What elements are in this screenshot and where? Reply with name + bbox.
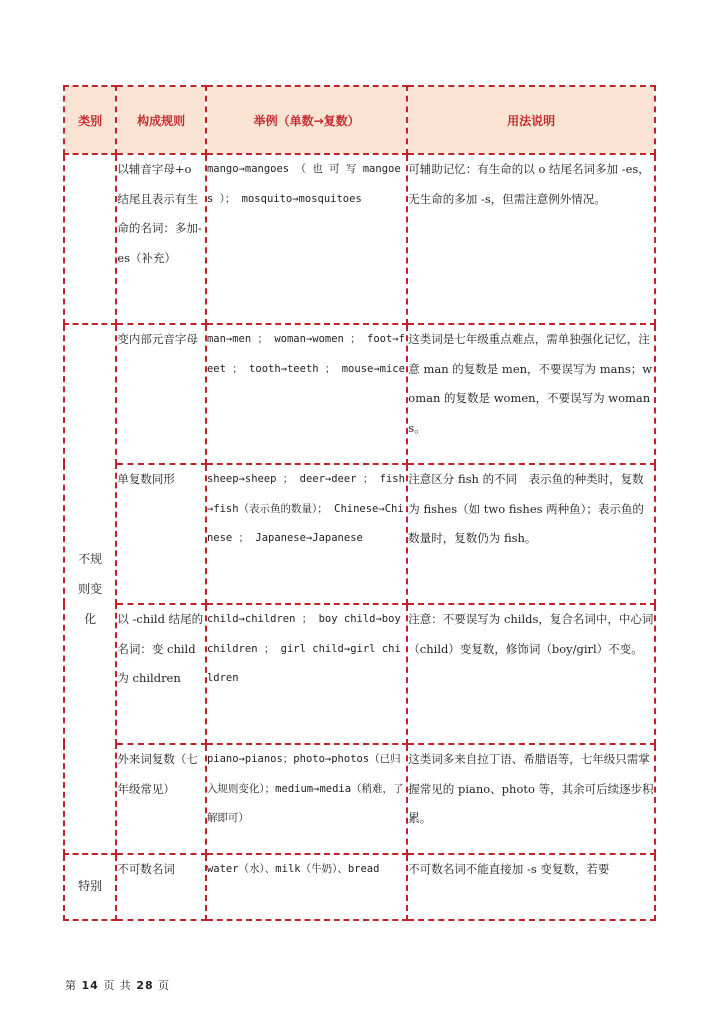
footer-prefix: 第 bbox=[65, 979, 77, 992]
table-row bbox=[64, 744, 655, 854]
note-cell: 这类词是七年级重点难点，需单独强化记忆，注意 man 的复数是 men，不要误写为 mans；woman 的复数是 women，不要误写为 womans。 bbox=[407, 324, 655, 464]
footer-mid: 页 共 bbox=[103, 979, 132, 992]
rule-cell: 变内部元音字母 bbox=[116, 324, 206, 464]
example-cell: piano→pianos；photo→photos（已归入规则变化）；medium→media（稍难，了解即可） bbox=[206, 744, 407, 854]
header-example: 举例（单数→复数） bbox=[206, 86, 407, 154]
table-header-row bbox=[64, 86, 655, 154]
category-cell bbox=[64, 154, 116, 324]
rule-cell: 单复数同形 bbox=[116, 464, 206, 604]
page-footer bbox=[65, 977, 170, 993]
note-cell: 注意：不要误写为 childs，复合名词中，中心词（child）变复数，修饰词（boy/girl）不变。 bbox=[407, 604, 655, 744]
note-cell: 不可数名词不能直接加 -s 变复数，若要 bbox=[407, 854, 655, 920]
footer-total-pages: 28 bbox=[136, 979, 154, 992]
note-cell: 注意区分 fish 的不同 表示鱼的种类时，复数为 fishes（如 two fishes 两种鱼）；表示鱼的数量时，复数仍为 fish。 bbox=[407, 464, 655, 604]
header-category: 类别 bbox=[64, 86, 116, 154]
note-cell: 可辅助记忆：有生命的以 o 结尾名词多加 -es，无生命的多加 -s，但需注意例外情况。 bbox=[407, 154, 655, 324]
rule-cell: 以辅音字母+o 结尾且表示有生命的名词：多加-es（补充） bbox=[116, 154, 206, 324]
example-cell: water（水）、milk（牛奶）、bread bbox=[206, 854, 407, 920]
grammar-table bbox=[63, 85, 656, 921]
category-cell-special: 特别 bbox=[64, 854, 116, 920]
footer-suffix: 页 bbox=[158, 979, 171, 992]
example-cell: man→men ； woman→women ； foot→feet ； tooth→teeth ； mouse→mice bbox=[206, 324, 407, 464]
footer-page-number: 14 bbox=[81, 979, 99, 992]
rule-cell: 以 -child 结尾的名词：变 child 为 children bbox=[116, 604, 206, 744]
header-note: 用法说明 bbox=[407, 86, 655, 154]
example-cell: mango→mangoes （ 也 可 写 mangoes ）； mosquito→mosquitoes bbox=[206, 154, 407, 324]
rule-cell: 外来词复数（七年级常见） bbox=[116, 744, 206, 854]
example-cell: child→children ； boy child→boy children ； girl child→girl children bbox=[206, 604, 407, 744]
example-cell: sheep→sheep ； deer→deer ； fish→fish（表示鱼的数量）； Chinese→Chinese ； Japanese→Japanese bbox=[206, 464, 407, 604]
table-row bbox=[64, 854, 655, 920]
rule-cell: 不可数名词 bbox=[116, 854, 206, 920]
table-row bbox=[64, 464, 655, 604]
table-row bbox=[64, 324, 655, 464]
table-row bbox=[64, 154, 655, 324]
table-row bbox=[64, 604, 655, 744]
category-cell-irregular: 不规则变化 bbox=[64, 324, 116, 854]
header-rule: 构成规则 bbox=[116, 86, 206, 154]
note-cell: 这类词多来自拉丁语、希腊语等，七年级只需掌握常见的 piano、photo 等，其余可后续逐步积累。 bbox=[407, 744, 655, 854]
